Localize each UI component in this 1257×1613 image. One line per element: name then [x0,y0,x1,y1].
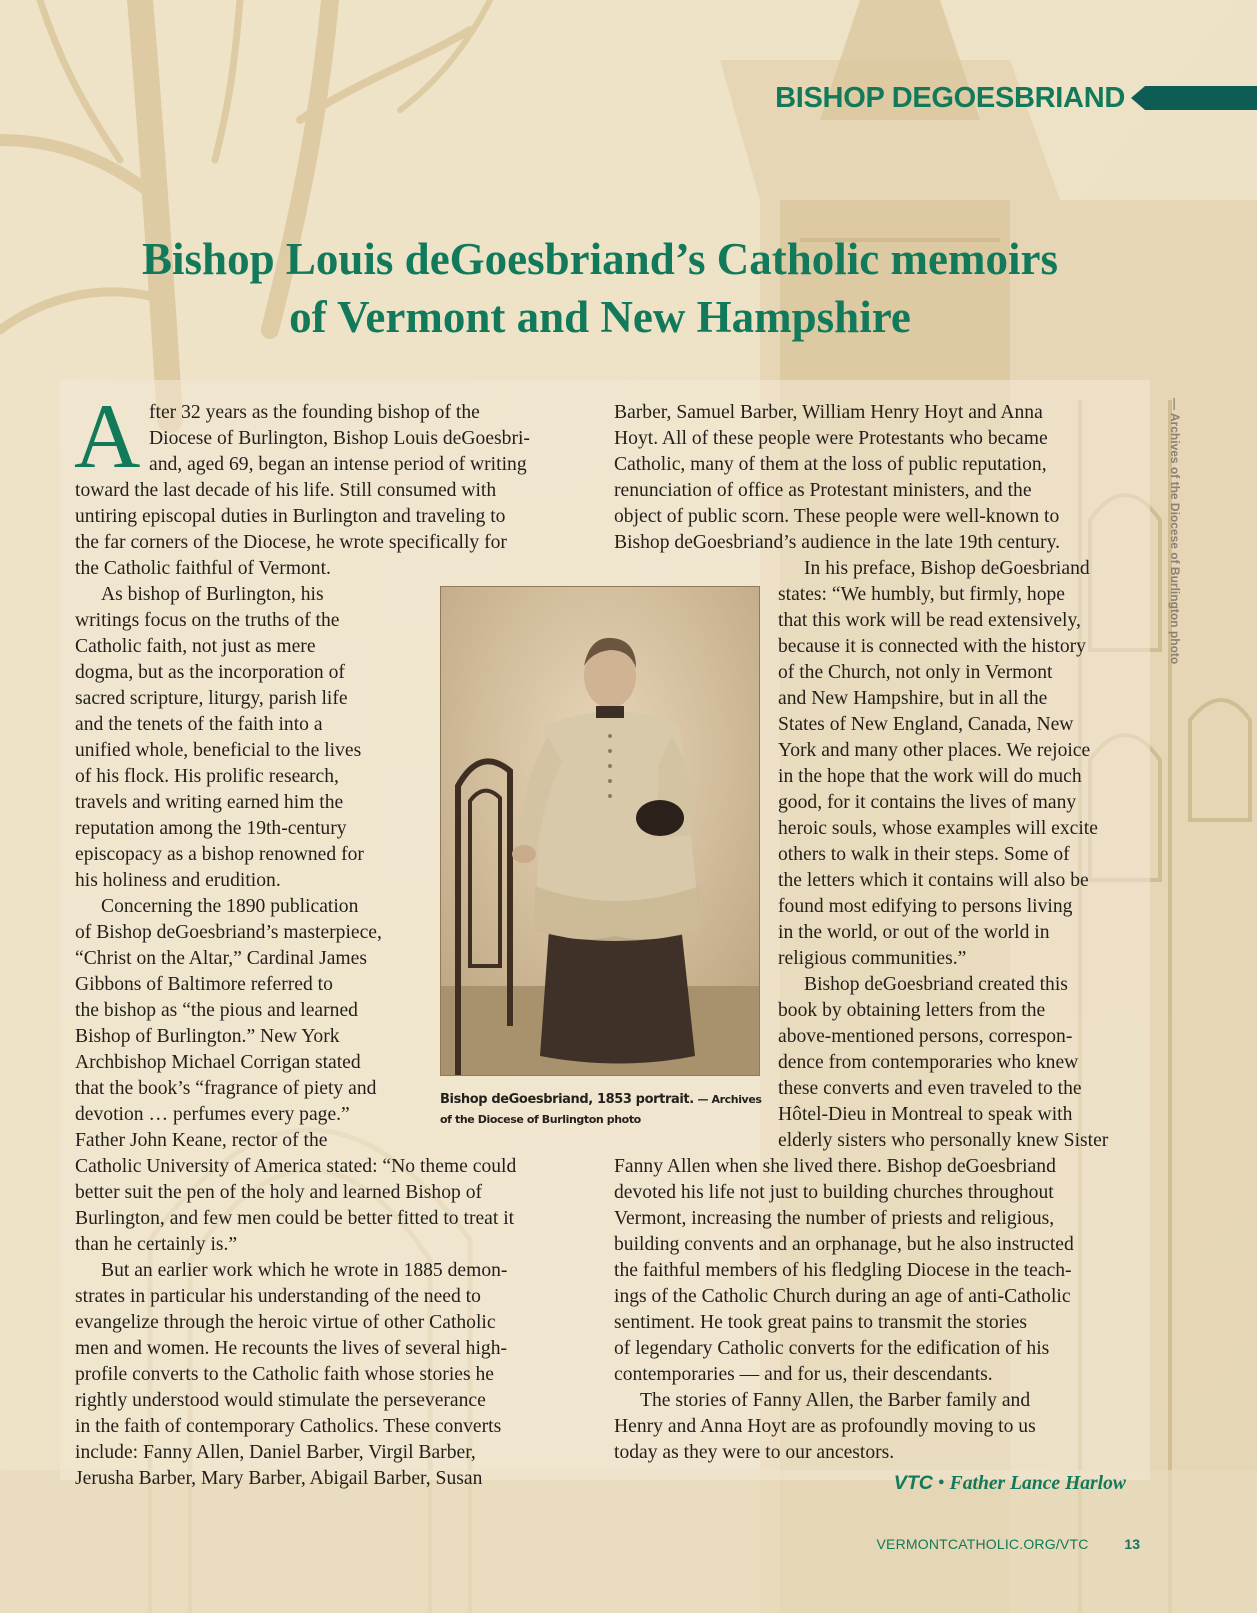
text-line: the letters which it contains will also be [778,870,1089,891]
text-line: Barber, Samuel Barber, William Henry Hoyt and Anna [614,402,1043,423]
text-line: found most edifying to persons living [778,896,1073,917]
text-line: Concerning the 1890 publication [101,896,359,917]
text-line: Gibbons of Baltimore referred to [75,974,333,995]
text-line: book by obtaining letters from the [778,1000,1046,1021]
text-line: Bishop deGoesbriand’s audience in the late 19th century. [614,532,1060,553]
text-line: But an earlier work which he wrote in 1885 demon- [101,1260,508,1281]
page-number: 13 [1124,1536,1140,1552]
text-line: better suit the pen of the holy and learned Bishop of [75,1182,483,1203]
right-column-narrow [778,556,1108,1154]
text-line: contemporaries — and for us, their descendants. [614,1364,993,1385]
text-line: these converts and even traveled to the [778,1078,1082,1099]
text-line: Bishop deGoesbriand created this [804,974,1068,995]
right-column-bottom [614,1154,1074,1466]
text-line: travels and writing earned him the [75,792,344,813]
text-line: In his preface, Bishop deGoesbriand [804,558,1090,579]
text-line: good, for it contains the lives of many [778,792,1077,813]
text-line: dence from contemporaries who knew [778,1052,1079,1073]
text-line: dogma, but as the incorporation of [75,662,345,683]
text-line: men and women. He recounts the lives of several high- [75,1338,508,1359]
text-line: Catholic faith, not just as mere [75,636,316,657]
portrait-illustration [440,586,760,1076]
text-line: because it is connected with the history [778,636,1086,657]
text-line: States of New England, Canada, New [778,714,1074,735]
text-line: Fanny Allen when she lived there. Bishop deGoesbriand [614,1156,1056,1177]
text-line: of Bishop deGoesbriand’s masterpiece, [75,922,382,943]
text-line: Catholic University of America stated: “No theme could [75,1156,517,1177]
footer-url: VERMONTCATHOLIC.ORG/VTC [876,1536,1089,1552]
text-line: building convents and an orphanage, but he also instructed [614,1234,1074,1255]
left-column-intro [149,400,530,478]
text-line: that the book’s “fragrance of piety and [75,1078,377,1099]
text-line: Vermont, increasing the number of priests and religious, [614,1208,1055,1229]
text-line: toward the last decade of his life. Still consumed with [75,480,497,501]
text-line: York and many other places. We rejoice [778,740,1091,761]
text-line: The stories of Fanny Allen, the Barber family and [640,1390,1031,1411]
text-line: his holiness and erudition. [75,870,281,891]
text-line: in the world, or out of the world in [778,922,1050,943]
text-line: include: Fanny Allen, Daniel Barber, Virgil Barber, [75,1442,476,1463]
side-photo-credit: — Archives of the Diocese of Burlington photo [1168,398,1182,665]
photo-caption-credit: — Archives of the Diocese of Burlington photo [440,1093,762,1126]
photo-caption-main: Bishop deGoesbriand, 1853 portrait. [440,1092,694,1107]
text-line: states: “We humbly, but firmly, hope [778,584,1066,605]
right-column-top [614,400,1060,556]
text-line: heroic souls, whose examples will excite [778,818,1098,839]
text-line: of legendary Catholic converts for the edification of his [614,1338,1050,1359]
text-line: elderly sisters who personally knew Sister [778,1130,1109,1151]
publication-name: VTC [893,1472,933,1494]
text-line: Diocese of Burlington, Bishop Louis deGoesbri- [149,428,530,449]
text-line: writings focus on the truths of the [75,610,340,631]
bishop-portrait-photo [440,586,760,1076]
text-line: and New Hampshire, but in all the [778,688,1048,709]
text-line: object of public scorn. These people were well-known to [614,506,1060,527]
text-line: reputation among the 19th-century [75,818,347,839]
text-line: and the tenets of the faith into a [75,714,323,735]
text-line: the far corners of the Diocese, he wrote specifically for [75,532,507,553]
text-line: above-mentioned persons, correspon- [778,1026,1073,1047]
text-line: devotion … perfumes every page.” [75,1104,350,1125]
text-line: than he certainly is.” [75,1234,238,1255]
text-line: Catholic, many of them at the loss of public reputation, [614,454,1047,475]
text-line: Burlington, and few men could be better fitted to treat it [75,1208,515,1229]
page-footer [700,1536,1140,1552]
text-line: the bishop as “the pious and learned [75,1000,358,1021]
text-line: that this work will be read extensively, [778,610,1081,631]
text-line: ings of the Catholic Church during an age of anti-Catholic [614,1286,1071,1307]
text-line: Henry and Anna Hoyt are as profoundly moving to us [614,1416,1036,1437]
text-line: the faithful members of his fledgling Diocese in the teach- [614,1260,1072,1281]
text-line: unified whole, beneficial to the lives [75,740,362,761]
text-line: religious communities.” [778,948,967,969]
text-line: and, aged 69, began an intense period of writing [149,454,527,475]
text-line: Hôtel-Dieu in Montreal to speak with [778,1104,1073,1125]
text-line: devoted his life not just to building churches throughout [614,1182,1054,1203]
author-name: Father Lance Harlow [949,1473,1126,1494]
page-title [60,230,1140,346]
text-line: sacred scripture, liturgy, parish life [75,688,348,709]
text-line: episcopacy as a bishop renowned for [75,844,364,865]
text-line: “Christ on the Altar,” Cardinal James [75,948,367,969]
text-line: profile converts to the Catholic faith whose stories he [75,1364,494,1385]
section-tag: BISHOP DEGOESBRIAND [775,82,1125,114]
text-line: others to walk in their steps. Some of [778,844,1070,865]
text-line: Father John Keane, rector of the [75,1130,328,1151]
text-line: As bishop of Burlington, his [101,584,324,605]
article-signature [780,1472,1126,1495]
text-line: sentiment. He took great pains to transmit the stories [614,1312,1028,1333]
text-line: of the Church, not only in Vermont [778,662,1053,683]
signature-separator: • [937,1473,945,1494]
photo-caption [440,1090,765,1130]
text-line: Hoyt. All of these people were Protestants who became [614,428,1048,449]
page-title-line-2: of Vermont and New Hampshire [289,292,911,342]
section-tag-bar [1131,86,1257,110]
text-line: fter 32 years as the founding bishop of the [149,402,480,423]
text-line: untiring episcopal duties in Burlington and traveling to [75,506,506,527]
text-line: of his flock. His prolific research, [75,766,339,787]
text-line: the Catholic faithful of Vermont. [75,558,331,579]
drop-cap: A [74,385,141,487]
text-line: in the hope that the work will do much [778,766,1082,787]
page-title-line-1: Bishop Louis deGoesbriand’s Catholic memoirs [142,234,1058,284]
text-line: Jerusha Barber, Mary Barber, Abigail Barber, Susan [75,1468,483,1489]
text-line: renunciation of office as Protestant ministers, and the [614,480,1032,501]
text-line: Archbishop Michael Corrigan stated [75,1052,361,1073]
text-line: evangelize through the heroic virtue of other Catholic [75,1312,496,1333]
text-line: rightly understood would stimulate the perseverance [75,1390,486,1411]
text-line: Bishop of Burlington.” New York [75,1026,340,1047]
text-line: strates in particular his understanding of the need to [75,1286,481,1307]
text-line: in the faith of contemporary Catholics. These converts [75,1416,502,1437]
text-line: today as they were to our ancestors. [614,1442,895,1463]
